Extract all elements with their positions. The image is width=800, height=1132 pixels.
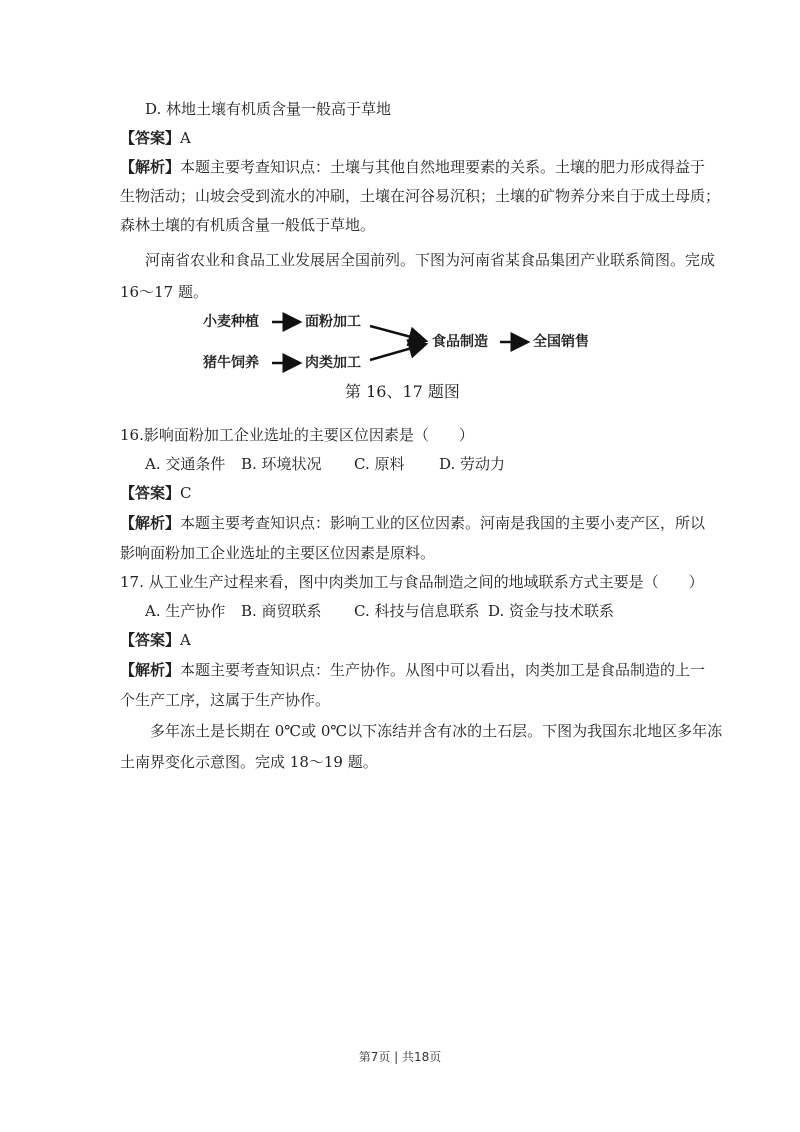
q16-option-b: B. 环境状况 [241,455,322,473]
intro-18-19-line-2: 土南界变化示意图。完成 18～19 题。 [120,753,378,771]
prev-analysis-line-3: 森林土壤的有机质含量一般低于草地。 [120,216,376,234]
arrow-meat-food [370,344,426,360]
diagram-arrows [0,0,800,420]
page-footer: 第7页 | 共18页 [358,1050,442,1064]
q16-option-d: D. 劳动力 [439,455,506,473]
intro-16-17-line-1: 河南省农业和食品工业发展居全国前列。下图为河南省某食品集团产业联系简图。完成 [145,251,716,269]
q16-option-c: C. 原料 [354,455,405,473]
q17-answer: 【答案】A [120,631,191,649]
node-flour: 面粉加工 [305,314,361,330]
q17-analysis-line-2: 个生产工序，这属于生产协作。 [120,691,331,709]
node-livestock: 猪牛饲养 [203,355,259,371]
q17-option-c: C. 科技与信息联系 [354,602,480,620]
q17-stem: 17. 从工业生产过程来看，图中肉类加工与食品制造之间的地域联系方式主要是（ ） [120,573,704,591]
diagram-caption: 第 16、17 题图 [345,382,460,401]
q16-stem: 16.影响面粉加工企业选址的主要区位因素是（ ） [120,426,474,444]
q17-option-b: B. 商贸联系 [241,602,322,620]
prev-analysis-line-1: 【解析】本题主要考查知识点：土壤与其他自然地理要素的关系。土壤的肥力形成得益于 [120,158,706,176]
q16-analysis-line-2: 影响面粉加工企业选址的主要区位因素是原料。 [120,544,436,562]
intro-16-17-line-2: 16～17 题。 [120,283,208,301]
q17-analysis-line-1: 【解析】本题主要考查知识点：生产协作。从图中可以看出，肉类加工是食品制造的上一 [120,661,706,679]
q17-option-d: D. 资金与技术联系 [488,602,615,620]
q16-answer: 【答案】C [120,484,192,502]
q17-option-a: A. 生产协作 [145,602,226,620]
prev-analysis-line-2: 生物活动；山坡会受到流水的冲刷，土壤在河谷易沉积；土壤的矿物养分来自于成土母质； [120,187,721,205]
q16-option-a: A. 交通条件 [145,455,226,473]
node-wheat: 小麦种植 [203,314,259,330]
node-sales: 全国销售 [533,334,589,350]
answer-value: A [180,129,191,147]
answer-label: 【答案】 [120,129,181,147]
analysis-label: 【解析】 [120,158,181,176]
node-meat: 肉类加工 [305,355,361,371]
intro-18-19-line-1: 多年冻土是长期在 0℃或 0℃以下冻结并含有冰的土石层。下图为我国东北地区多年冻 [150,722,723,740]
node-food: 食品制造 [432,334,488,350]
arrow-flour-food [370,326,426,341]
prev-option-d: D. 林地土壤有机质含量一般高于草地 [145,100,392,118]
q16-analysis-line-1: 【解析】本题主要考查知识点：影响工业的区位因素。河南是我国的主要小麦产区，所以 [120,514,706,532]
